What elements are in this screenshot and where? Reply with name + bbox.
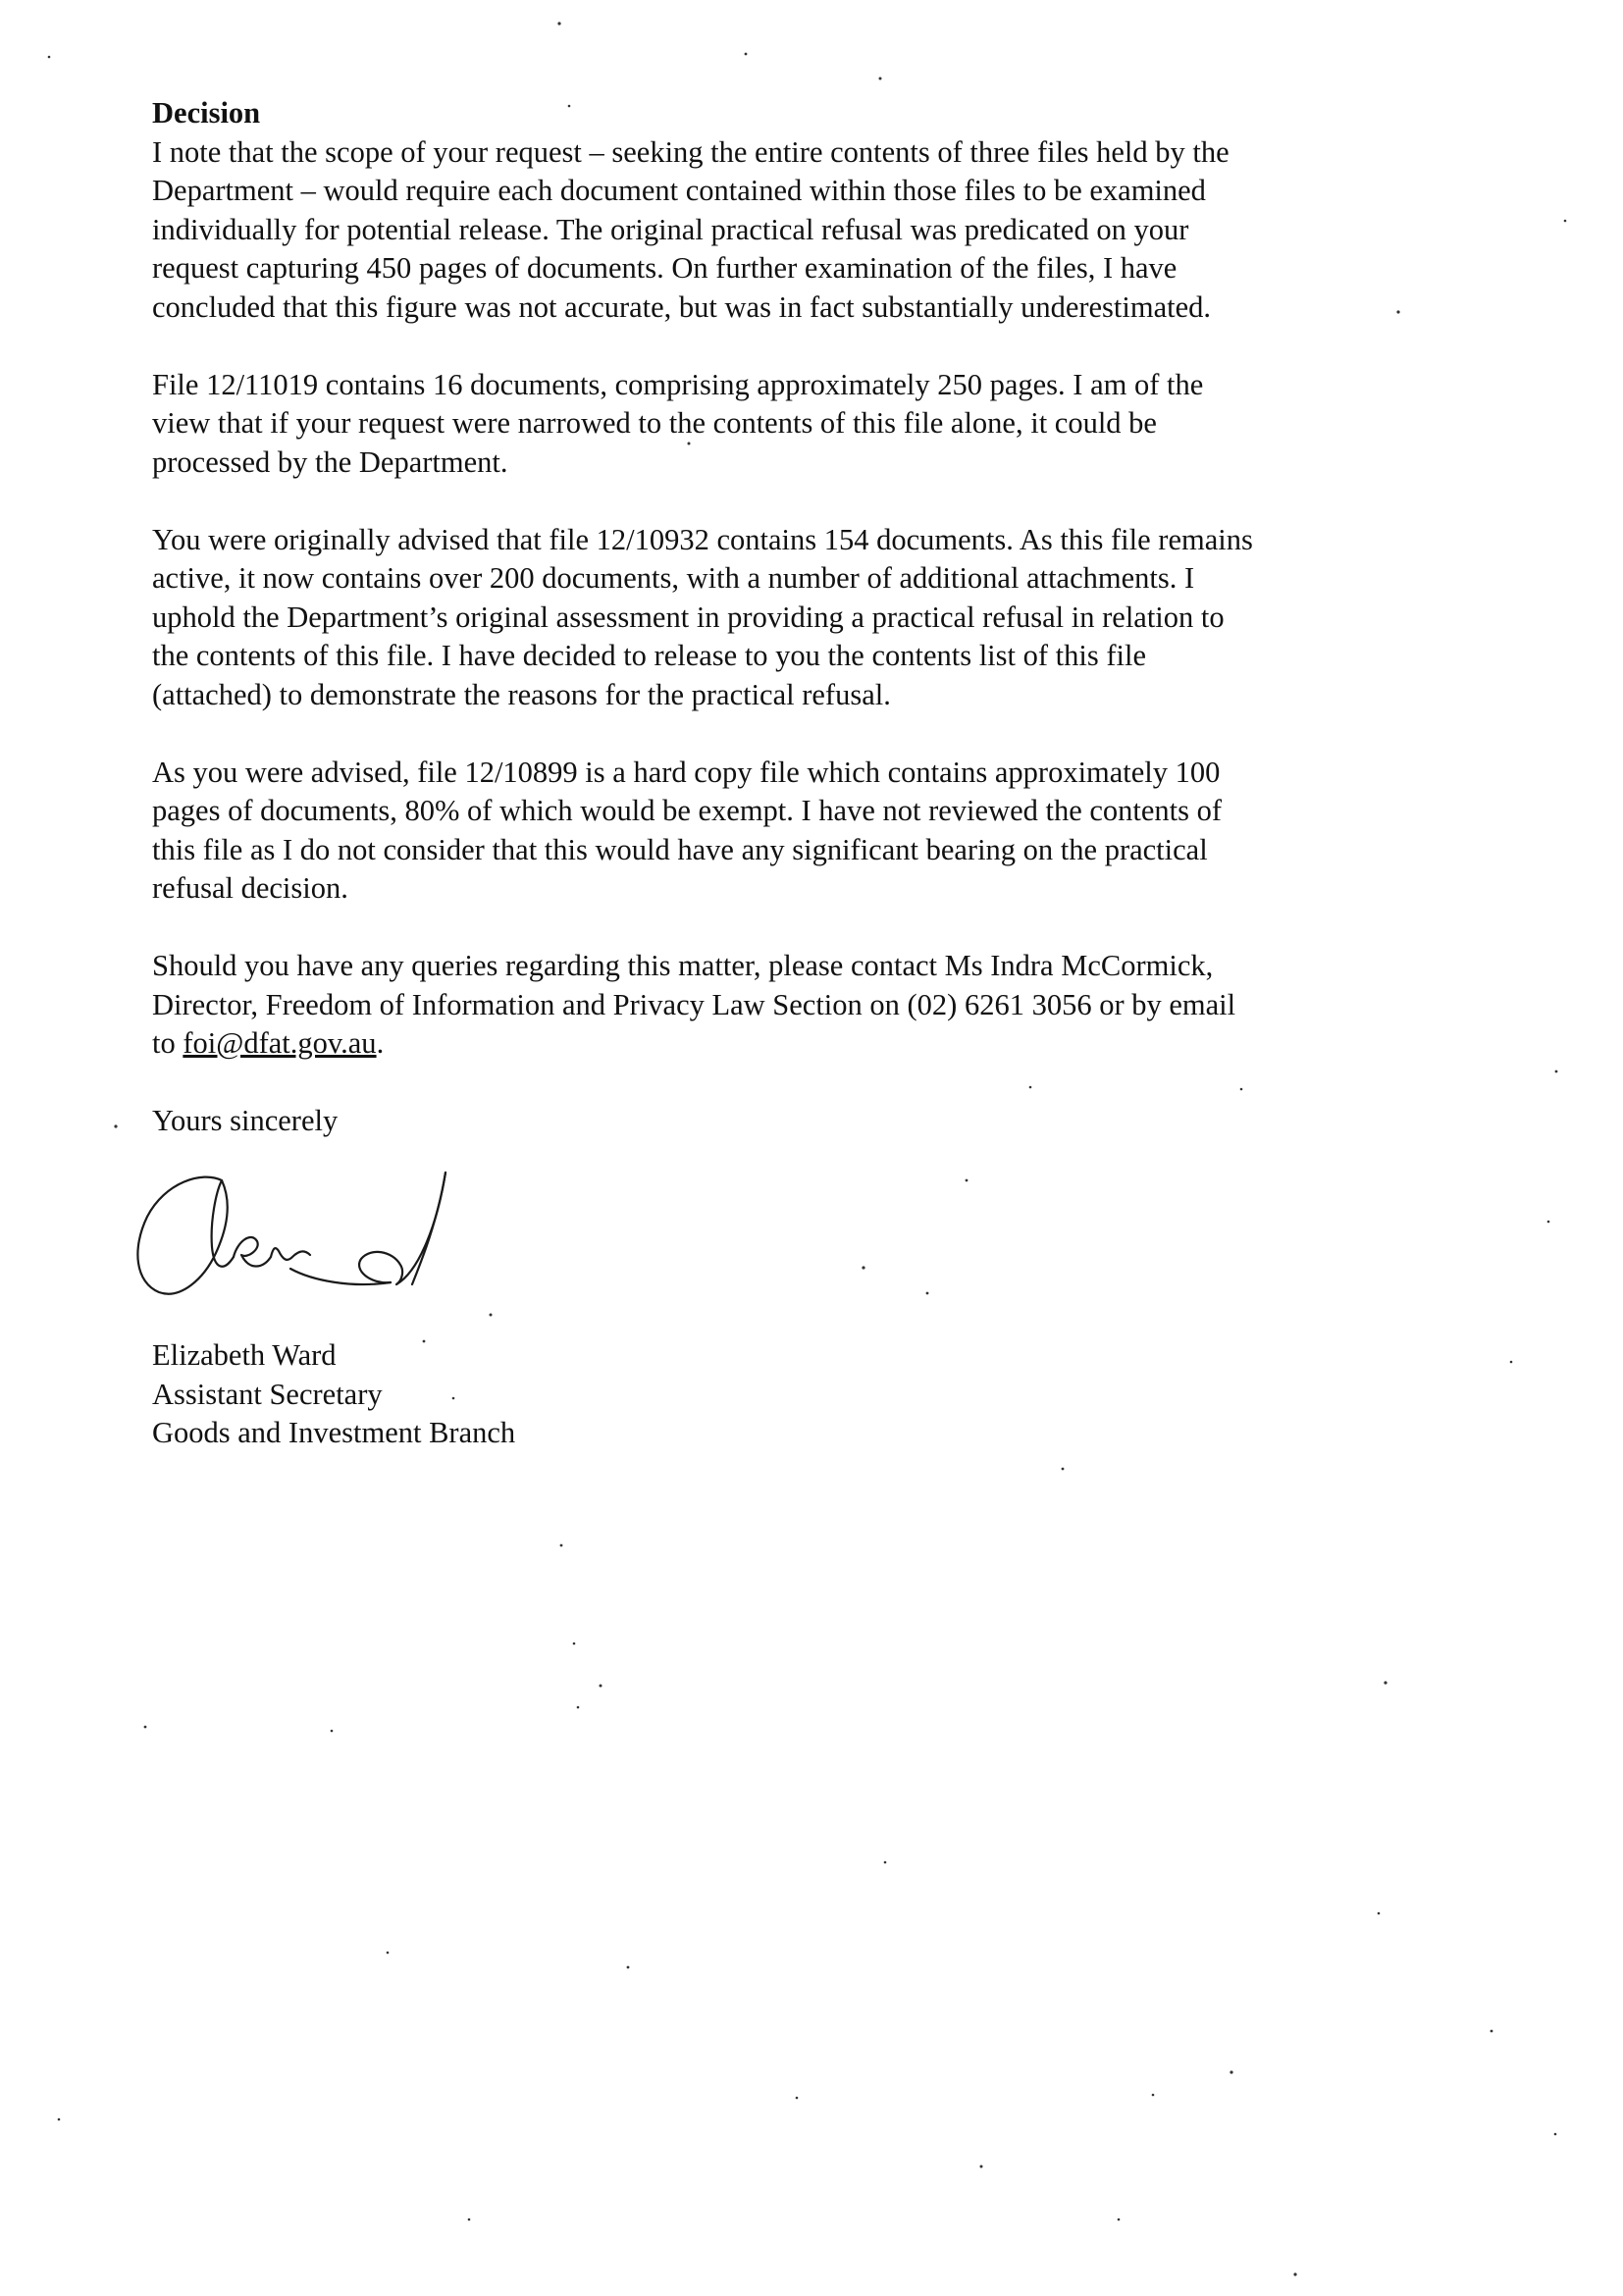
text-line: File 12/11019 contains 16 documents, comprising approximately 250 pages. I am of the bbox=[152, 367, 1204, 401]
closing-salutation: Yours sincerely bbox=[152, 1104, 339, 1137]
text-line: Director, Freedom of Information and Privacy Law Section on (02) 6261 3056 or by email bbox=[152, 987, 1236, 1021]
paragraph-contact bbox=[152, 947, 1398, 1064]
text-line bbox=[152, 1024, 1398, 1064]
signatory-block bbox=[152, 1336, 515, 1453]
text-line: uphold the Department’s original assessment in providing a practical refusal in relation to bbox=[152, 600, 1225, 634]
text-line: (attached) to demonstrate the reasons for the practical refusal. bbox=[152, 677, 891, 711]
text-fragment: . bbox=[376, 1026, 385, 1060]
handwritten-signature bbox=[126, 1163, 498, 1310]
text-fragment: to bbox=[152, 1026, 183, 1060]
decision-heading: Decision bbox=[152, 96, 261, 130]
text-line: refusal decision. bbox=[152, 871, 348, 905]
paragraph-file-12-10899 bbox=[152, 754, 1398, 909]
signatory-branch: Goods and Investment Branch bbox=[152, 1416, 516, 1449]
email-link[interactable]: foi@dfat.gov.au bbox=[183, 1026, 377, 1060]
text-line: individually for potential release. The original practical refusal was predicated on your bbox=[152, 212, 1189, 246]
text-line: I note that the scope of your request – seeking the entire contents of three files held by the bbox=[152, 134, 1230, 169]
text-line: As you were advised, file 12/10899 is a hard copy file which contains approximately 100 bbox=[152, 755, 1221, 789]
text-line: the contents of this file. I have decided to release to you the contents list of this file bbox=[152, 639, 1146, 672]
text-line: this file as I do not consider that this would have any significant bearing on the practical bbox=[152, 832, 1208, 866]
paragraph-scope bbox=[152, 133, 1398, 328]
signatory-name: Elizabeth Ward bbox=[152, 1338, 337, 1372]
text-line: view that if your request were narrowed to the contents of this file alone, it could be bbox=[152, 406, 1157, 440]
text-line: active, it now contains over 200 documents, with a number of additional attachments. I bbox=[152, 561, 1195, 595]
text-line: Should you have any queries regarding this matter, please contact Ms Indra McCormick, bbox=[152, 949, 1214, 982]
text-line: request capturing 450 pages of documents. On further examination of the files, I have bbox=[152, 251, 1178, 285]
letter-body bbox=[152, 94, 1398, 1141]
paragraph-file-12-10932 bbox=[152, 521, 1398, 715]
text-line: Department – would require each document contained within those files to be examined bbox=[152, 174, 1206, 207]
paragraph-file-12-11019 bbox=[152, 366, 1398, 483]
text-line: processed by the Department. bbox=[152, 444, 508, 479]
text-line: You were originally advised that file 12/10932 contains 154 documents. As this file remains bbox=[152, 522, 1253, 556]
text-line: pages of documents, 80% of which would be exempt. I have not reviewed the contents of bbox=[152, 794, 1223, 827]
signatory-title: Assistant Secretary bbox=[152, 1377, 383, 1411]
text-line: concluded that this figure was not accurate, but was in fact substantially underestimated. bbox=[152, 289, 1212, 324]
